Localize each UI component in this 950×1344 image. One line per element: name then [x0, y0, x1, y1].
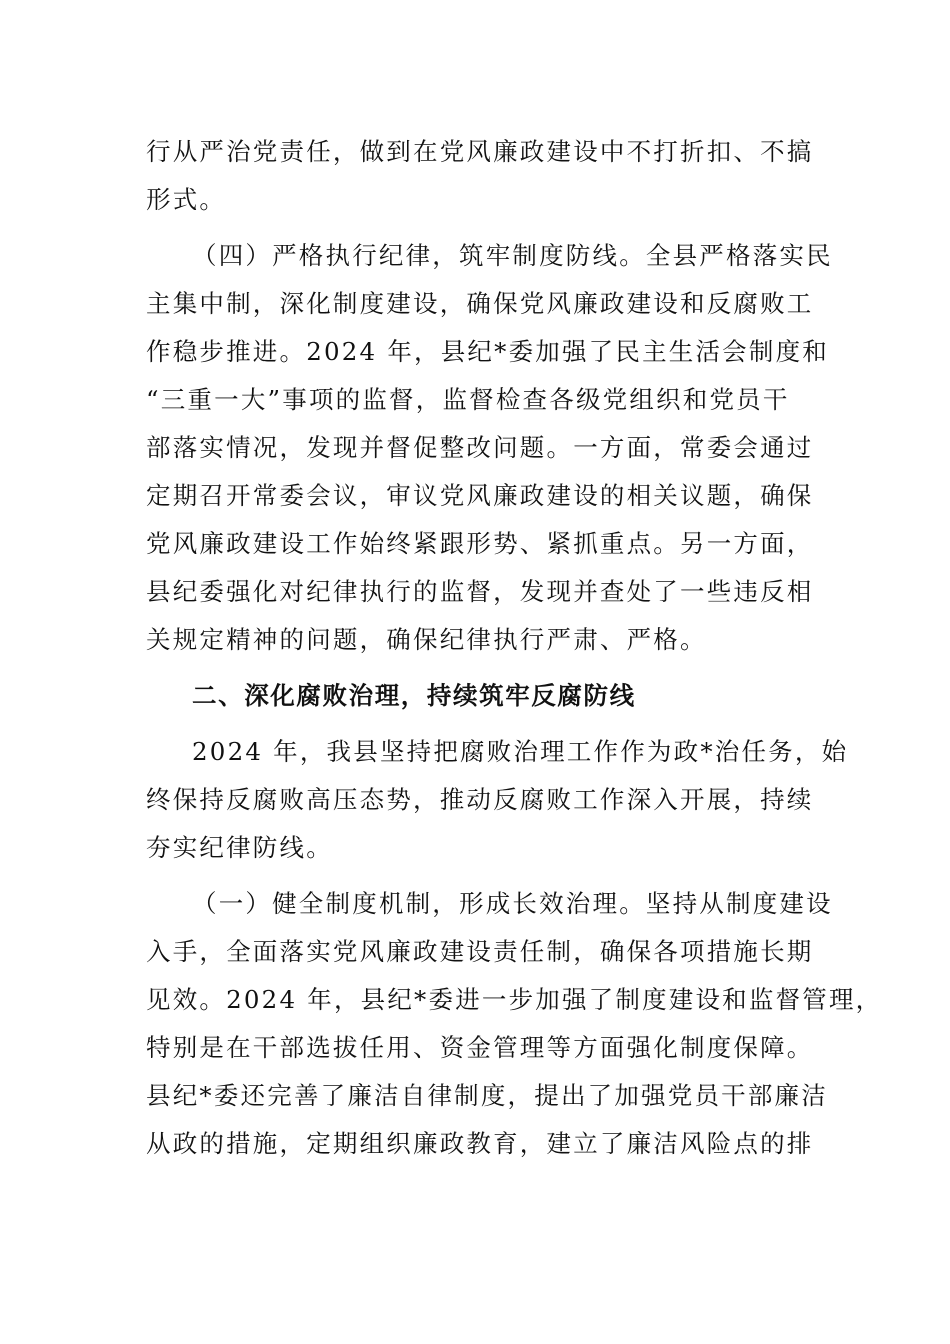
text-line: 主集中制，深化制度建设，确保党风廉政建设和反腐败工 [146, 289, 814, 318]
text-line: 部落实情况，发现并督促整改问题。一方面，常委会通过 [146, 433, 814, 462]
text-line: 入手，全面落实党风廉政建设责任制，确保各项措施长期 [146, 937, 814, 966]
text-line: 见效。2024 年，县纪*委进一步加强了制度建设和监督管理， [146, 985, 883, 1014]
text-line: 作稳步推进。2024 年，县纪*委加强了民主生活会制度和 [146, 337, 829, 366]
text-line: “三重一大”事项的监督，监督检查各级党组织和党员干 [146, 385, 790, 414]
text-line: 定期召开常委会议，审议党风廉政建设的相关议题，确保 [146, 481, 814, 510]
paragraph-continuation [146, 128, 814, 224]
text-line: 从政的措施，定期组织廉政教育，建立了廉洁风险点的排 [146, 1129, 814, 1158]
paragraph-spacing [146, 872, 806, 880]
paragraph-section-4 [146, 232, 833, 664]
text-line: 2024 年，我县坚持把腐败治理工作作为政*治任务，始 [192, 737, 849, 766]
heading-text: 二、深化腐败治理，持续筑牢反腐防线 [192, 681, 636, 710]
paragraph-spacing [146, 224, 806, 232]
text-line: 县纪委强化对纪律执行的监督，发现并查处了一些违反相 [146, 577, 814, 606]
text-line: （四）严格执行纪律，筑牢制度防线。全县严格落实民 [192, 241, 833, 270]
text-line: 党风廉政建设工作始终紧跟形势、紧抓重点。另一方面， [146, 529, 814, 558]
text-line: 形式。 [146, 185, 227, 214]
text-line: 终保持反腐败高压态势，推动反腐败工作深入开展，持续 [146, 785, 814, 814]
paragraph-intro [146, 728, 849, 872]
text-line: 县纪*委还完善了廉洁自律制度，提出了加强党员干部廉洁 [146, 1081, 828, 1110]
paragraph-spacing [146, 720, 806, 728]
document-body [146, 128, 883, 1168]
text-line: （一）健全制度机制，形成长效治理。坚持从制度建设 [192, 889, 833, 918]
text-line: 夯实纪律防线。 [146, 833, 333, 862]
text-line: 关规定精神的问题，确保纪律执行严肃、严格。 [146, 625, 707, 654]
section-heading [146, 672, 806, 720]
text-line: 行从严治党责任，做到在党风廉政建设中不打折扣、不搞 [146, 137, 814, 166]
paragraph-section-1 [146, 880, 883, 1168]
paragraph-spacing [146, 664, 806, 672]
text-line: 特别是在干部选拔任用、资金管理等方面强化制度保障。 [146, 1033, 814, 1062]
